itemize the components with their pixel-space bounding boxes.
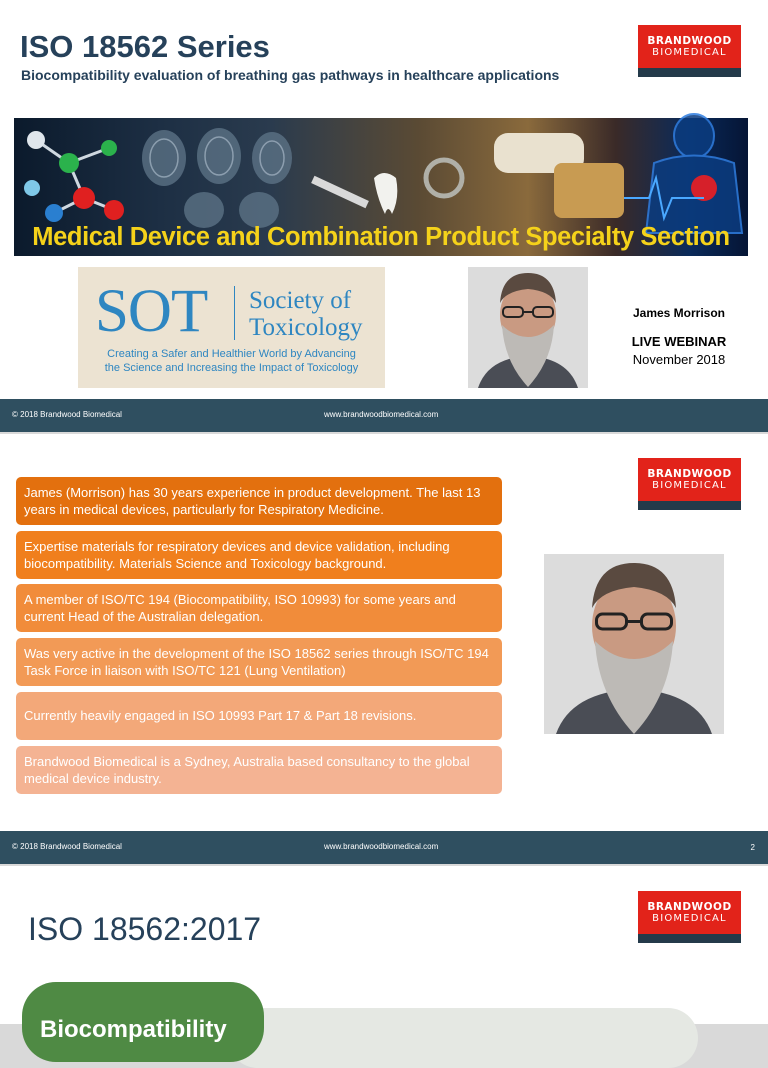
topic-pill-label: Biocompatibility [40,1016,227,1043]
sot-abbrev: SOT [95,278,208,345]
slide-3 [0,866,768,1043]
logo-line1: BRANDWOOD [647,901,732,913]
slide-title: ISO 18562:2017 [28,911,262,947]
logo-line2: BIOMEDICAL [652,47,727,58]
presenter-info [618,306,740,367]
page-number: 2 [750,843,755,852]
footer-copyright: © 2018 Brandwood Biomedical [12,410,122,419]
bullet-item: A member of ISO/TC 194 (Biocompatibility, ISO 10993) for some years and current Head of the Australian delegation. [16,584,502,632]
banner-caption: Medical Device and Combination Product Specialty Section [32,223,730,251]
logo-line2: BIOMEDICAL [652,913,727,924]
bullet-item: Expertise materials for respiratory devices and device validation, including biocompatibility. Materials Science and Toxicology background. [16,531,502,579]
logo-line1: BRANDWOOD [647,468,732,480]
brandwood-logo [638,25,741,77]
sot-name-line1: Society of [249,287,352,314]
bullet-item: Brandwood Biomedical is a Sydney, Australia based consultancy to the global medical device industry. [16,746,502,794]
slide-2 [0,434,768,864]
bullet-item: Currently heavily engaged in ISO 10993 Part 17 & Part 18 revisions. [16,692,502,740]
sot-tagline-line1: Creating a Safer and Healthier World by Advancing [107,348,356,360]
slide-footer [0,831,768,864]
sot-name-line2: Toxicology [249,314,363,341]
event-label: LIVE WEBINAR [631,334,727,349]
medical-banner-image [14,118,748,256]
topic-pill-background [228,1008,698,1068]
presenter-photo [468,267,588,388]
slide-title: ISO 18562 Series [20,29,270,64]
slide-1 [0,0,768,432]
logo-line1: BRANDWOOD [647,35,732,47]
bullet-item: Was very active in the development of the ISO 18562 series through ISO/TC 194 Task Force in liaison with ISO/TC 121 (Lung Ventilation) [16,638,502,686]
brandwood-logo [638,891,741,943]
slide-subtitle: Biocompatibility evaluation of breathing gas pathways in healthcare applications [21,67,560,83]
sot-tagline-line2: the Science and Increasing the Impact of Toxicology [104,362,359,374]
sot-logo [78,267,385,388]
footer-website[interactable]: www.brandwoodbiomedical.com [324,410,439,419]
bullet-item: James (Morrison) has 30 years experience in product development. The last 13 years in medical devices, particularly for Respiratory Medicine. [16,477,502,525]
slide-footer [0,399,768,432]
presenter-name: James Morrison [632,306,726,320]
logo-line2: BIOMEDICAL [652,480,727,491]
presenter-photo [544,554,724,734]
footer-website[interactable]: www.brandwoodbiomedical.com [324,842,439,851]
brandwood-logo [638,458,741,510]
footer-copyright: © 2018 Brandwood Biomedical [12,842,122,851]
event-date: November 2018 [632,352,726,367]
